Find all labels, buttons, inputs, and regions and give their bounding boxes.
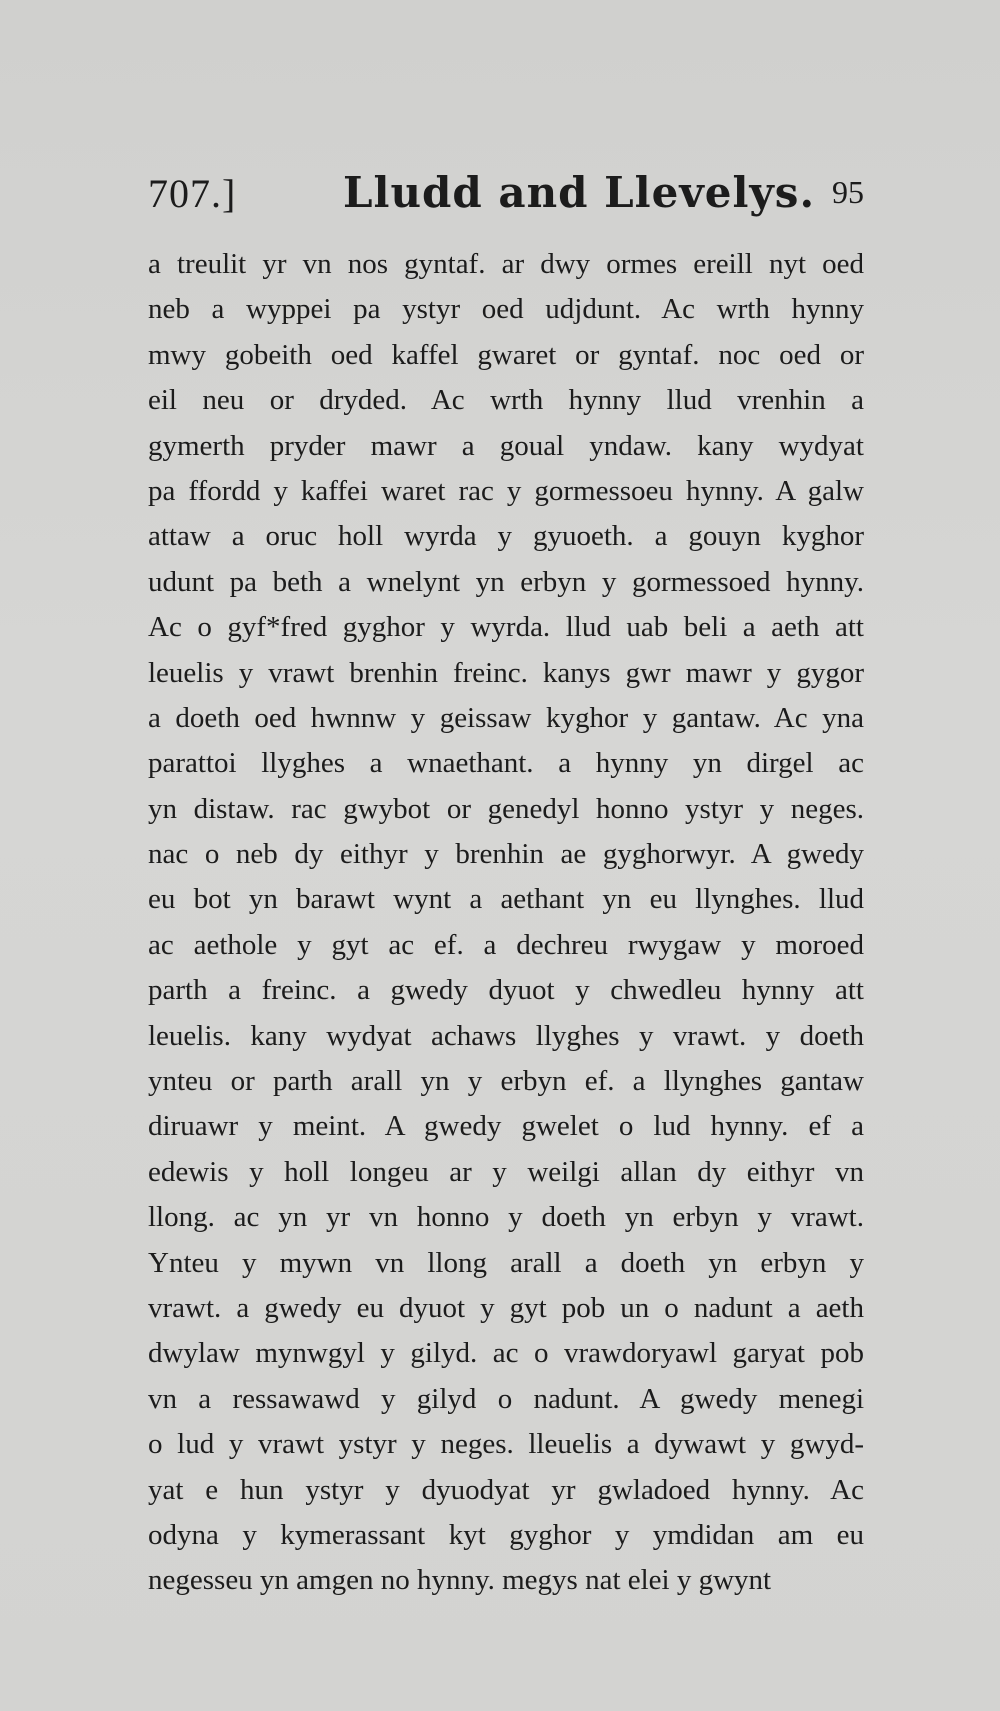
text-line: vn a ressawawd y gilyd o nadunt. A gwedy menegi xyxy=(148,1382,864,1415)
running-title: Lludd and Llevelys. xyxy=(343,168,816,217)
text-line: eil neu or dryded. Ac wrth hynny llud vrenhin a xyxy=(148,384,864,417)
text-line: Ac o gyf*fred gyghor y wyrda. llud uab beli a aeth att xyxy=(148,611,864,644)
text-line: Ynteu y mywn vn llong arall a doeth yn erbyn y xyxy=(148,1246,864,1279)
text-line: parth a freinc. a gwedy dyuot y chwedleu hynny att xyxy=(148,974,864,1007)
text-line: edewis y holl longeu ar y weilgi allan dy eithyr vn xyxy=(148,1155,864,1188)
body-text xyxy=(148,242,864,1604)
text-line: negesseu yn amgen no hynny. megys nat elei y gwynt xyxy=(148,1564,772,1597)
text-line: neb a wyppei pa ystyr oed udjdunt. Ac wrth hynny xyxy=(148,293,864,326)
page-reference: 707.] xyxy=(148,171,237,216)
text-line: eu bot yn barawt wynt a aethant yn eu llynghes. llud xyxy=(148,883,864,916)
page-number: 95 xyxy=(832,174,864,210)
text-line: pa ffordd y kaffei waret rac y gormessoeu hynny. A galw xyxy=(148,474,864,507)
text-line: llong. ac yn yr vn honno y doeth yn erbyn y vrawt. xyxy=(148,1201,864,1234)
text-line: o lud y vrawt ystyr y neges. lleuelis a dywawt y gwyd- xyxy=(148,1428,864,1461)
text-line: leuelis y vrawt brenhin freinc. kanys gwr mawr y gygor xyxy=(148,656,864,689)
text-line: dwylaw mynwgyl y gilyd. ac o vrawdoryawl garyat pob xyxy=(148,1337,864,1370)
text-line: leuelis. kany wydyat achaws llyghes y vrawt. y doeth xyxy=(148,1019,864,1052)
text-line: a treulit yr vn nos gyntaf. ar dwy ormes ereill nyt oed xyxy=(148,248,864,280)
text-line: ynteu or parth arall yn y erbyn ef. a llynghes gantaw xyxy=(148,1065,864,1098)
text-line: udunt pa beth a wnelynt yn erbyn y gormessoed hynny. xyxy=(148,565,864,598)
text-line: mwy gobeith oed kaffel gwaret or gyntaf. noc oed or xyxy=(148,338,864,371)
text-line: gymerth pryder mawr a goual yndaw. kany wydyat xyxy=(148,429,864,462)
text-line: a doeth oed hwnnw y geissaw kyghor y gantaw. Ac yna xyxy=(148,701,864,734)
text-line: diruawr y meint. A gwedy gwelet o lud hynny. ef a xyxy=(148,1110,864,1143)
text-line: attaw a oruc holl wyrda y gyuoeth. a gouyn kyghor xyxy=(148,520,864,553)
text-line: yn distaw. rac gwybot or genedyl honno ystyr y neges. xyxy=(148,792,864,825)
text-line: yat e hun ystyr y dyuodyat yr gwladoed hynny. Ac xyxy=(148,1473,864,1506)
text-line: nac o neb dy eithyr y brenhin ae gyghorwyr. A gwedy xyxy=(148,838,864,871)
text-line: odyna y kymerassant kyt gyghor y ymdidan am eu xyxy=(148,1518,864,1551)
text-line: vrawt. a gwedy eu dyuot y gyt pob un o nadunt a aeth xyxy=(148,1291,864,1324)
running-head xyxy=(148,170,864,220)
text-line: ac aethole y gyt ac ef. a dechreu rwygaw y moroed xyxy=(148,928,864,961)
text-line: parattoi llyghes a wnaethant. a hynny yn dirgel ac xyxy=(148,747,864,780)
